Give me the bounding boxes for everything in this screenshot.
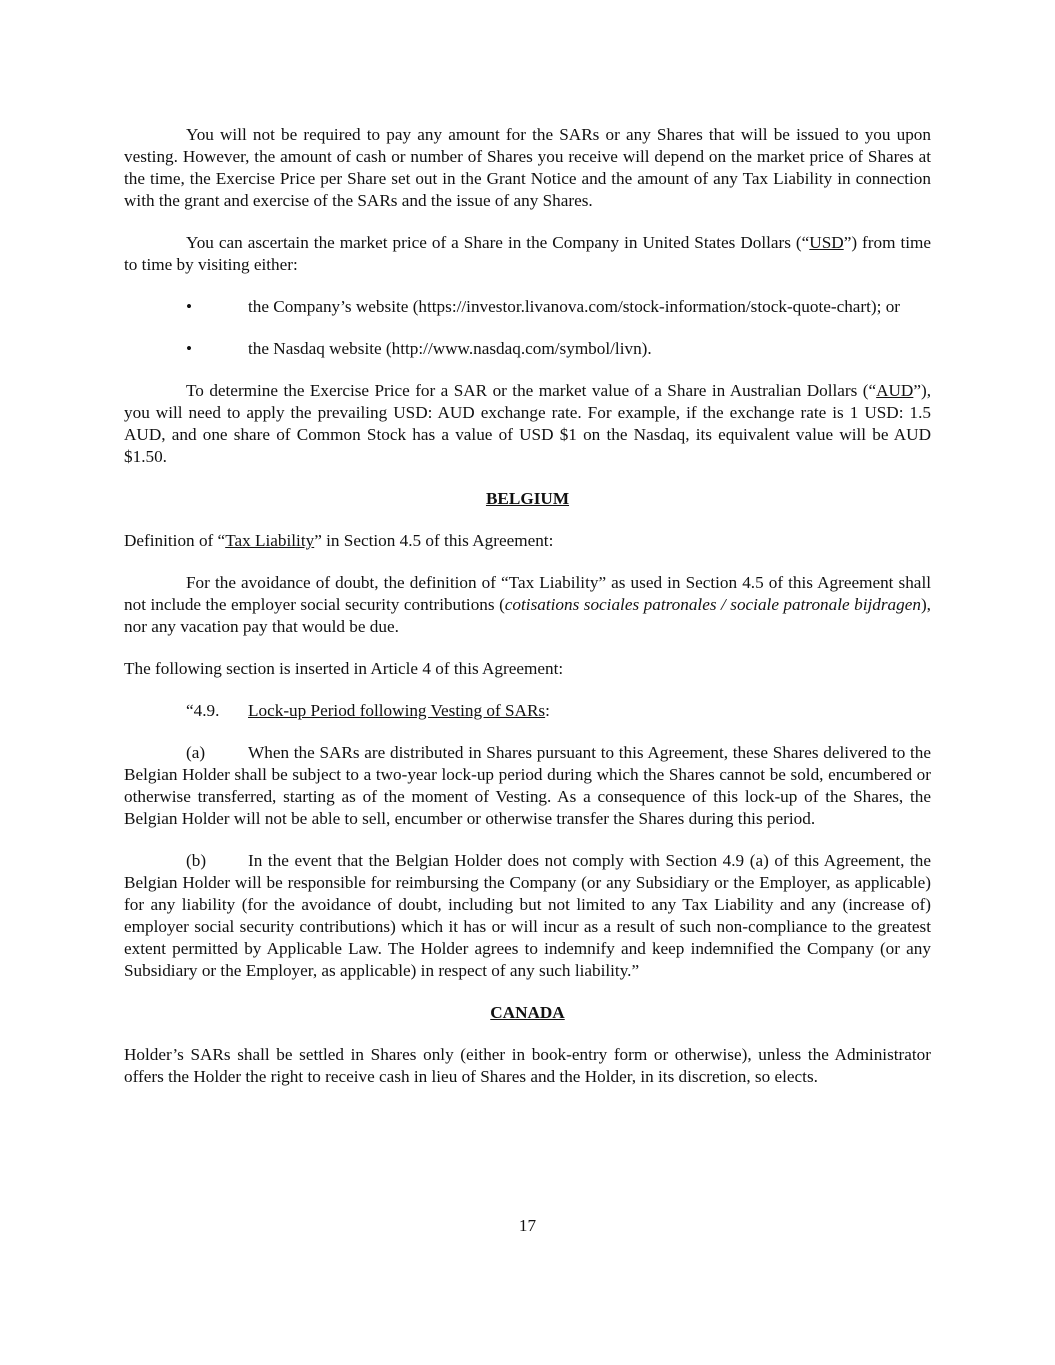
section-title: Lock-up Period following Vesting of SARs bbox=[248, 701, 546, 720]
paragraph-no-payment: You will not be required to pay any amount for the SARs or any Shares that will be issued to you upon vesting. However, the amount of cash or number of Shares you receive will depend on the market price of Shares at the time, the Exercise Price per Share set out in the Grant Notice and the amount of any Tax Liability in connection with the grant and exercise of the SARs and the issue of any Shares. bbox=[124, 125, 931, 210]
paragraph-canada-settlement: Holder’s SARs shall be settled in Shares only (either in book-entry form or otherwise), unless the Administrator offers the Holder the right to receive cash in lieu of Shares and the Holder, in its discretion, so elects. bbox=[124, 1045, 931, 1086]
definition-text-a: Definition of “ bbox=[124, 531, 226, 550]
bullet-company-website bbox=[124, 296, 931, 318]
section-colon: : bbox=[545, 701, 550, 720]
paragraph-section-inserted: The following section is inserted in Article 4 of this Agreement: bbox=[124, 659, 564, 678]
bullet-nasdaq-website-text: the Nasdaq website (http://www.nasdaq.com/symbol/livn). bbox=[248, 339, 652, 358]
clause-b-label: (b) bbox=[186, 851, 207, 870]
heading-canada: CANADA bbox=[490, 1003, 565, 1022]
clause-b-text: In the event that the Belgian Holder does not comply with Section 4.9 (a) of this Agreement, the Belgian Holder will be responsible for reimbursing the Company (or any Subsidiary or the Employer, as applicable) for any liability (for the avoidance of doubt, including but not limited to any Tax Liability and any (increase of) employer social security contributions) which it has or will incur as a result of such non-compliance to the greatest extent permitted by Applicable Law. The Holder agrees to indemnify and keep indemnified the Company (or any Subsidiary or the Employer, as applicable) in respect of any such liability.” bbox=[124, 851, 931, 980]
document-page bbox=[124, 124, 931, 1108]
exchange-rate-text-a: To determine the Exercise Price for a SAR or the market value of a Share in Australian Dollars (“ bbox=[186, 381, 877, 400]
clause-a bbox=[124, 742, 931, 830]
definition-text-b: ” in Section 4.5 of this Agreement: bbox=[314, 531, 554, 550]
paragraph-definition-tax-liability bbox=[124, 530, 931, 552]
section-number: “4.9. bbox=[186, 701, 220, 720]
clause-a-text: When the SARs are distributed in Shares pursuant to this Agreement, these Shares delivered to the Belgian Holder shall be subject to a two-year lock-up period during which the Shares cannot be sold, encumbered or otherwise transferred, starting as of the moment of Vesting. As a consequence of this lock-up of the Shares, the Belgian Holder will not be able to sell, encumber or otherwise transfer the Shares during this period. bbox=[124, 743, 931, 828]
clause-a-label: (a) bbox=[186, 743, 206, 762]
bullet-nasdaq-website bbox=[124, 338, 931, 360]
paragraph-exchange-rate bbox=[124, 380, 931, 468]
market-price-text-a: You can ascertain the market price of a Share in the Company in United States Dollars (“ bbox=[186, 233, 810, 252]
bullet-company-website-text: the Company’s website (https://investor.livanova.com/stock-information/stock-quote-chart); or bbox=[248, 297, 901, 316]
avoidance-text-b: ), nor any vacation pay that would be due. bbox=[124, 595, 931, 636]
clause-b bbox=[124, 850, 931, 982]
tax-liability-term: Tax Liability bbox=[225, 531, 315, 550]
page-number: 17 bbox=[518, 1216, 537, 1235]
section-4-9-title bbox=[124, 700, 931, 722]
bullet-mark: • bbox=[186, 339, 193, 358]
usd-term: USD bbox=[809, 233, 844, 252]
bullet-mark: • bbox=[186, 297, 193, 316]
paragraph-market-price bbox=[124, 232, 931, 276]
market-price-text-b: ”) from time to time by visiting either: bbox=[124, 233, 931, 274]
exchange-rate-text-b: ”), you will need to apply the prevailing USD: AUD exchange rate. For example, if the exchange rate is 1 USD: 1.5 AUD, and one share of Common Stock has a value of USD $1 on the Nasdaq, its equivalent value will be AUD $1.50. bbox=[124, 381, 931, 466]
paragraph-avoidance-of-doubt bbox=[124, 572, 931, 638]
avoidance-text-a: For the avoidance of doubt, the definition of “Tax Liability” as used in Section 4.5 of this Agreement shall not include the employer social security contributions ( bbox=[124, 573, 931, 614]
heading-belgium: BELGIUM bbox=[485, 489, 570, 508]
avoidance-italic-text: cotisations sociales patronales / sociale patronale bijdragen bbox=[504, 595, 921, 614]
aud-term: AUD bbox=[876, 381, 914, 400]
